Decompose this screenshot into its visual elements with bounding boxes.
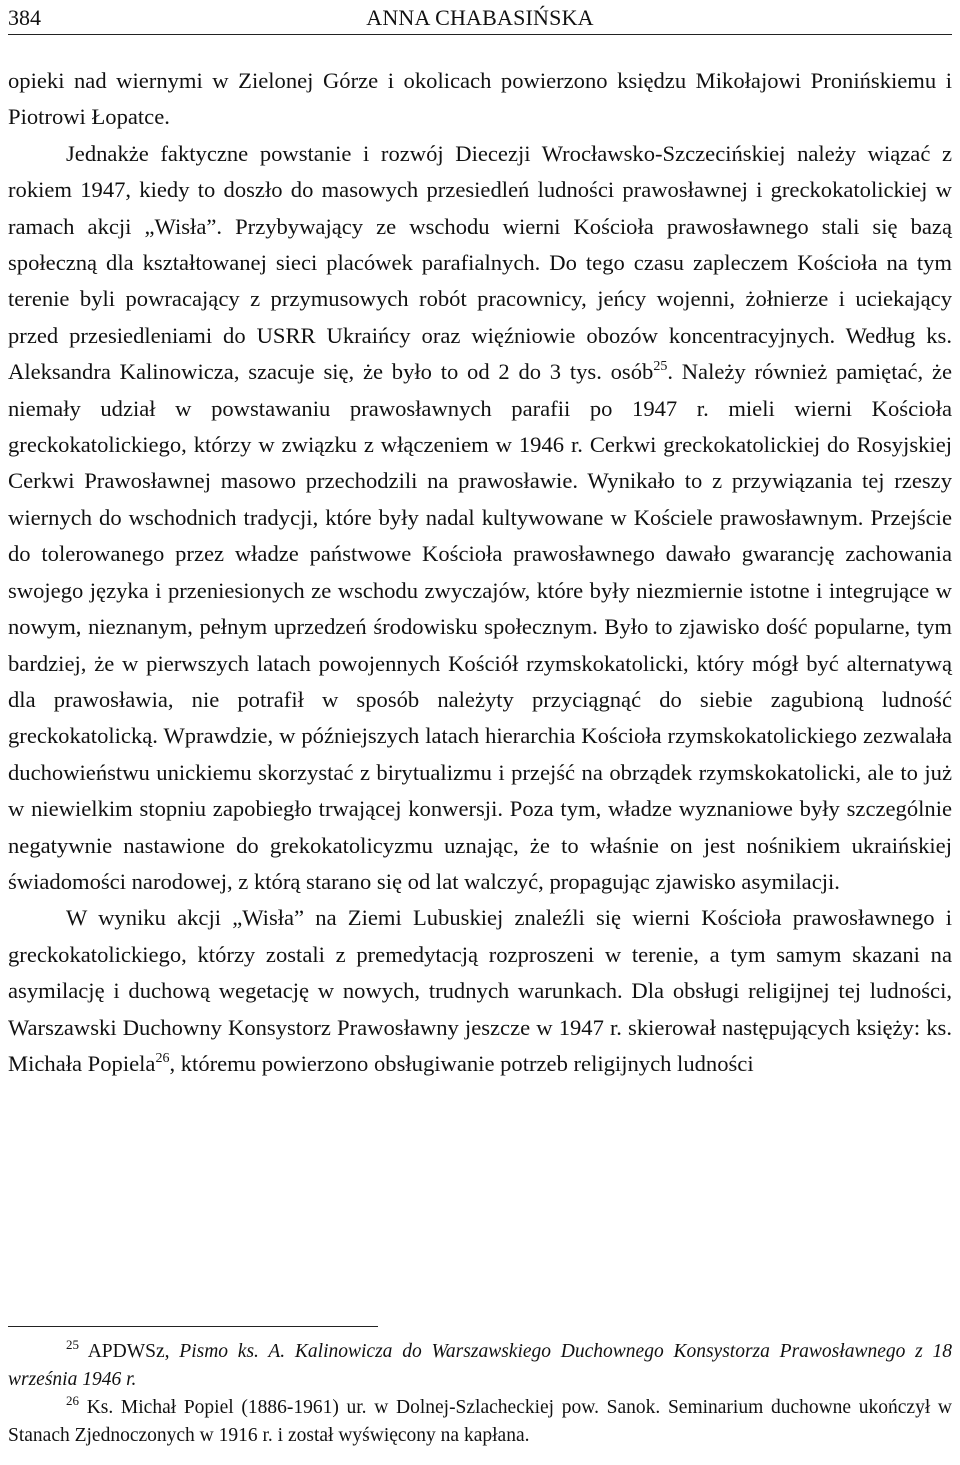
footnote-text: Ks. Michał Popiel (1886-1961) ur. w Dolnej-Szlacheckiej pow. Sanok. Seminarium duchowne ukończył w Stanach Zjednoczonych w 1916 r. i został wyświęcony na kapłana. <box>8 1397 953 1446</box>
paragraph-3-part-b: , któremu powierzono obsługiwanie potrzeb religijnych ludności <box>169 1050 754 1076</box>
footnote-ref-25: 25 <box>653 359 668 375</box>
footnotes <box>8 1338 952 1450</box>
footnote-source: APDWSz, <box>87 1341 180 1362</box>
body-text <box>8 63 952 1082</box>
paragraph-2 <box>8 136 952 901</box>
footnote-number: 25 <box>66 1337 79 1352</box>
running-title: ANNA CHABASIŃSKA <box>366 5 594 30</box>
footnote-number: 26 <box>66 1393 79 1408</box>
page-header <box>8 4 952 35</box>
paragraph-2-part-b: . Należy również pamiętać, że niemały udział w powstawaniu prawosławnych parafii po 1947 r. mieli wierni Kościoła greckokatolickiego, którzy w związku z włączeniem w 1946 r. Cerkwi greckokatolickiej do Rosyjskiej Cerkwi Prawosławnej masowo przechodzili na prawosławie. Wynikało to z przywiązania tej rzeszy wiernych do wschodnich tradycji, które były nadal kultywowane w Kościele prawosławnym. Przejście do tolerowanego przez władze państwowe Kościoła prawosławnego dawało gwarancję zachowania swojego języka i przeniesionych ze wschodu zwyczajów, które były niezmiernie istotne i integrujące w nowym, nieznanym, pełnym uprzedzeń środowisku społecznym. Było to zjawisko dość popularne, tym bardziej, że w pierwszych latach powojennych Kościół rzymskokatolicki, który mógł być alternatywą dla prawosławia, nie potrafił w sposób należyty przyciągnąć do siebie zagubioną ludność greckokatolicką. Wprawdzie, w późniejszych latach hierarchia Kościoła rzymskokatolickiego zezwalała duchowieństwu unickiemu skorzystać z birytualizmu i przejść na obrządek rzymskokatolicki, ale to już w niewielkim stopniu zapobiegło trwającej konwersji. Poza tym, władze wyznaniowe były szczególnie negatywnie nastawione do grekokatolicyzmu uznając, że to właśnie on jest nośnikiem ukraińskiej świadomości narodowej, z którą starano się od lat walczyć, propagując zjawisko asymilacji. <box>8 359 952 894</box>
paragraph-2-part-a: Jednakże faktyczne powstanie i rozwój Diecezji Wrocławsko-Szczecińskiej należy wiązać z rokiem 1947, kiedy to doszło do masowych przesiedleń ludności prawosławnej i greckokatolickiej w ramach akcji „Wisła”. Przybywający ze wschodu wierni Kościoła prawosławnego stali się bazą społeczną dla kształtowanej sieci placówek parafialnych. Do tego czasu zapleczem Kościoła na tym terenie byli powracający z przymusowych robót pracownicy, jeńcy wojenni, żołnierze i uciekający przed przesiedleniami do USRR Ukraińcy oraz więźniowie obozów koncentracyjnych. Według ks. Aleksandra Kalinowicza, szacuje się, że było to od 2 do 3 tys. osób <box>8 140 952 385</box>
paragraph-1: opieki nad wiernymi w Zielonej Górze i okolicach powierzono księdzu Mikołajowi Pronińskiemu i Piotrowi Łopatce. <box>8 68 952 130</box>
footnote-title: Pismo ks. A. Kalinowicza do Warszawskiego Duchownego Konsystorza Prawosławnego z 18 września 1946 r. <box>8 1341 952 1390</box>
footnote-ref-26: 26 <box>155 1050 170 1066</box>
paragraph-3 <box>8 900 952 1082</box>
footnote-divider <box>8 1326 378 1327</box>
footnote-26 <box>8 1394 952 1450</box>
page-number: 384 <box>8 5 41 30</box>
footnote-25 <box>8 1338 952 1394</box>
paragraph-3-part-a: W wyniku akcji „Wisła” na Ziemi Lubuskiej znaleźli się wierni Kościoła prawosławnego i greckokatolickiego, którzy zostali z premedytacją rozproszeni w terenie, a tym samym skazani na asymilację i duchową wegetację w nowych, trudnych warunkach. Dla obsługi religijnej tej ludności, Warszawski Duchowny Konsystorz Prawosławny jeszcze w 1947 r. skierował następujących księży: ks. Michała Popiela <box>8 905 952 1076</box>
